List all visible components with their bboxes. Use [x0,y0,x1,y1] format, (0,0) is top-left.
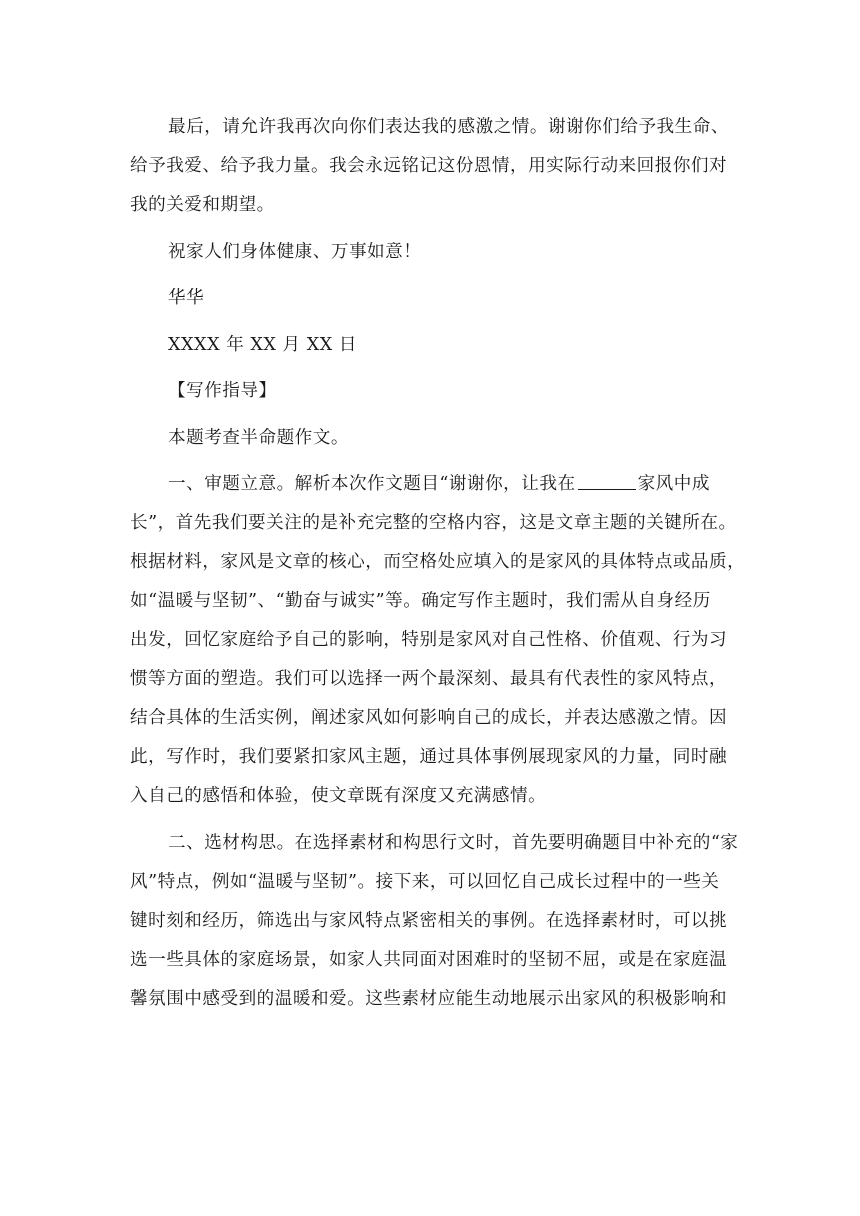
writing-guide-heading: 【写作指导】 [168,381,277,401]
text-line: 键时刻和经历，筛选出与家风特点紧密相关的事例。在选择素材时，可以挑 [130,910,728,931]
closing-paragraph [130,108,740,225]
text-line: 出发，回忆家庭给予自己的影响，特别是家风对自己性格、价值观、行为习 [130,630,728,650]
text-line: 给予我爱、给予我力量。我会永远铭记这份恩情，用实际行动来回报你们对 [130,156,728,176]
text-line: 结合具体的生活实例，阐述家风如何影响自己的成长，并表达感激之情。因 [130,708,728,728]
text-line: 风”特点，例如“温暖与坚韧”。接下来，可以回忆自己成长过程中的一些关 [130,871,720,892]
blessing-line: 祝家人们身体健康、万事如意！ [168,241,422,262]
fill-in-blank [578,470,636,490]
section-material-selection [130,824,740,1019]
text-line: 如“温暖与坚韧”、“勤奋与诚实”等。确定写作主题时，我们需从自身经历 [130,591,711,611]
text-line: 二、选材构思。在选择素材和构思行文时，首先要明确题目中补充的“家 [168,832,739,853]
text-line: 此，写作时，我们要紧扣家风主题，通过具体事例展现家风的力量，同时融 [130,747,728,767]
text-line: 我的关爱和期望。 [130,195,275,215]
text-line: 最后，请允许我再次向你们表达我的感激之情。谢谢你们给予我生命、 [168,117,729,137]
document-body [130,108,746,1019]
text-line: 选一些具体的家庭场景，如家人共同面对困难时的坚韧不屈，或是在家庭温 [130,949,728,970]
text-line: 馨氛围中感受到的温暖和爱。这些素材应能生动地展示出家风的积极影响和 [130,988,728,1009]
intro-line: 本题考查半命题作文。 [168,427,349,448]
text-line: 入自己的感悟和体验，使文章既有深度又充满感情。 [130,786,547,806]
text-segment: 一、审题立意。解析本次作文题目“谢谢你，让我在 [168,474,576,494]
signature: 华华 [168,288,205,308]
text-line: 长”，首先我们要关注的是补充完整的空格内容，这是文章主题的关键所在。 [130,513,737,533]
text-segment: 家风中成 [637,474,710,494]
section-topic-analysis [130,465,746,816]
date-line: XXXX 年 XX 月 XX 日 [168,334,357,355]
text-line: 惯等方面的塑造。我们可以选择一两个最深刻、最具有代表性的家风特点， [130,669,728,689]
text-line: 根据材料，家风是文章的核心，而空格处应填入的是家风的具体特点或品质， [130,552,746,572]
text-line [130,465,740,504]
